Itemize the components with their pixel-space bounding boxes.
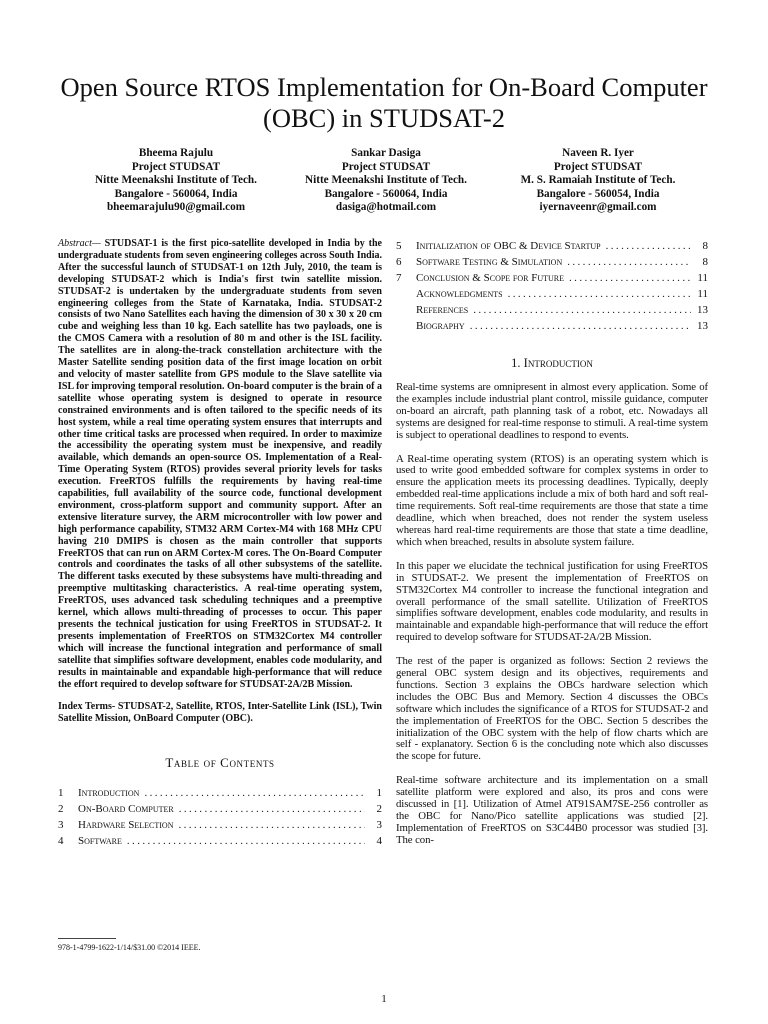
- toc-number: 2: [58, 803, 64, 816]
- index-terms: Index Terms- STUDSAT-2, Satellite, RTOS, Inter-Satellite Link (ISL), Twin Satellite Mission, OnBoard Computer (OBC).: [58, 701, 382, 725]
- toc-title: Software Testing & Simulation: [416, 256, 563, 268]
- toc-leader-dots: [470, 318, 691, 334]
- toc-number: 6: [396, 256, 402, 268]
- body-paragraph: In this paper we elucidate the technical justification for using FreeRTOS in STUDSAT-2. We present the implementation of FreeRTOS on STM32Cortex M4 controller to increase the functional integration and overall performance of the small satellite. Utilization of FreeRTOS simplifies software development, enables code modularity, and results in maintainable and expandable high-performance that will reduce the effort required to develop software for STUDSAT-2A/2B Mission.: [396, 559, 708, 644]
- toc-entry[interactable]: [396, 238, 708, 254]
- author-project: Project STUDSAT: [341, 160, 431, 173]
- toc-list-left: [58, 785, 382, 849]
- body-paragraph: The rest of the paper is organized as follows: Section 2 reviews the general OBC system design and its objectives, requirements and functions. Section 3 explains the OBCs hardware selection which includes the OBC Bus and Memory. Section 4 discusses the OBCs software which includes the significance of a RTOS for STUDSAT-2 and the implementation of FreeRTOS for the OBC. Section 5 describes the initialization of the OBC system with the help of flow charts which are self - explanatory. Section 6 is the concluding note which also discusses the scope for future.: [396, 655, 708, 763]
- toc-title: Initialization of OBC & Device Startup: [416, 240, 601, 252]
- toc-number: 7: [396, 272, 402, 284]
- toc-entry[interactable]: [396, 286, 708, 302]
- toc-title: On-Board Computer: [78, 803, 174, 816]
- toc-title: Introduction: [78, 787, 140, 800]
- author-3: [500, 147, 696, 215]
- paper-title: Open Source RTOS Implementation for On-Board Computer (OBC) in STUDSAT-2: [60, 72, 708, 133]
- author-institute: Nitte Meenakshi Institute of Tech.: [305, 174, 467, 186]
- toc-leader-dots: [144, 785, 365, 801]
- toc-leader-dots: [567, 254, 691, 270]
- toc-number: 5: [396, 240, 402, 252]
- author-1: [78, 147, 274, 215]
- author-name: Sankar Dasiga: [351, 147, 421, 159]
- section-heading-introduction: 1. Introduction: [511, 356, 593, 370]
- toc-entry[interactable]: [58, 817, 382, 833]
- author-project: Project STUDSAT: [553, 160, 643, 173]
- author-name: Naveen R. Iyer: [562, 147, 634, 159]
- abstract: [58, 238, 382, 690]
- toc-title: Acknowledgments: [416, 288, 503, 300]
- author-address: Bangalore - 560064, India: [324, 187, 448, 200]
- body-paragraph: A Real-time operating system (RTOS) is an operating system which is used to write good embedded software for complex systems in order to ensure the application meets its processing deadlines. Typically, deeply embedded real-time applications include a mix of both hard and soft real-time requirements. Soft real-time requirements are those that state a time deadline, which when breached, does not render the system useless whereas hard real-time requirements are those that state a time deadline, which when breached, results in absolute system failure.: [396, 452, 708, 548]
- toc-page: 11: [697, 288, 708, 300]
- right-column: [396, 238, 708, 859]
- toc-number: 3: [58, 819, 64, 832]
- toc-leader-dots: [179, 801, 365, 817]
- toc-page: 8: [702, 256, 708, 268]
- toc-leader-dots: [606, 238, 691, 254]
- toc-title: References: [416, 304, 469, 316]
- toc-entry[interactable]: [396, 302, 708, 318]
- toc-leader-dots: [473, 302, 691, 318]
- author-project: Project STUDSAT: [131, 160, 221, 173]
- toc-heading: Table of Contents: [165, 755, 275, 771]
- abstract-text: STUDSAT-1 is the first pico-satellite developed in India by the undergraduate students from seven engineering colleges across South India. After the successful launch of STUDSAT-1 on 12th July, 2010, the team is developing STUDSAT-2 which is India's first twin satellite mission. STUDSAT-2 is undertaken by the undergraduate students from seven engineering colleges from the State of Karnataka, India. STUDSAT-2 consists of two Nano Satellites each having the dimension of 30 x 30 x 20 cm cube and weighing less than 10 kg. Each satellite has two payloads, one is the CMOS Camera with a resolution of 80 m and other is the ISL facility. The satellites are in along-the-track constellation architecture with the Master Satellite sending position data of the first image location on orbit and velocity of master satellite from GPS module to the Slave satellite via ISL for improving temporal resolution. On-board computer is the brain of a satellite whose operating system is designed to operate in resource constrained environments and is often tailored to the specific needs of its host system, while a real time operating system ensures that interrupts and other time critical tasks are processed when required. In order to maximize the accessibility the operating system must be inexpensive, and readily available, which demands an open-source OS. Implementation of a Real-Time Operating System (RTOS) provides several priority levels for tasks execution. FreeRTOS fulfills the requirements by having real-time capabilities, full availability of the source code, functional development environment, cross-platform support and community support. After an extensive literature survey, the ARM microcontroller with low power and high performance capability, STM32 ARM Cortex-M4 with 168 MHz CPU having 210 DMIPS is chosen as the main controller that supports FreeRTOS that can run on ARM Cortex-M cores. The On-Board Computer controls and coordinates the tasks of all other subsystems of the satellite. The different tasks executed by these subsystems have multi-threading and preemptive multitasking characteristics. A real-time operating system, FreeRTOS, uses advanced task scheduling techniques and a preemptive kernel, which allows multi-threading of processes to occur. This paper presents the technical justication for using FreeRTOS in STUDSAT-2. It presents implementation of FreeRTOS on STM32Cortex M4 controller which will increase the functional integration and performance of small satellite that simplifies software development, enables code modularity, and results in maintainable and expandable high-performance that will reduce the effort required to develop software for STUDSAT-2A/2B Mission.: [58, 238, 382, 690]
- footnote-rule: [58, 938, 116, 939]
- toc-title: Conclusion & Scope for Future: [416, 272, 565, 284]
- toc-leader-dots: [178, 817, 365, 833]
- toc-number: 4: [58, 835, 64, 848]
- body-paragraph: Real-time software architecture and its implementation on a small satellite platform were explored and also, its pros and cons were discussed in [1]. Utilization of Atmel AT91SAM7SE-256 controller as the OBC for Nano/Pico satellite applications was studied [2]. Implementation of FreeRTOS on S3C44B0 processor was studied [3]. The con-: [396, 774, 708, 846]
- toc-page: 8: [702, 240, 708, 252]
- author-address: Bangalore - 560054, India: [536, 187, 660, 200]
- toc-page: 13: [697, 304, 708, 316]
- author-institute: M. S. Ramaiah Institute of Tech.: [520, 174, 676, 186]
- page-number: 1: [381, 993, 387, 1005]
- author-email: dasiga@hotmail.com: [335, 201, 437, 213]
- toc-entry[interactable]: [58, 801, 382, 817]
- toc-leader-dots: [569, 270, 691, 286]
- toc-entry[interactable]: [396, 270, 708, 286]
- author-address: Bangalore - 560064, India: [114, 187, 238, 200]
- toc-leader-dots: [508, 286, 691, 302]
- toc-title: Biography: [416, 320, 465, 332]
- author-email: bheemarajulu90@gmail.com: [106, 201, 246, 213]
- abstract-label: Abstract—: [58, 238, 101, 249]
- toc-page: 3: [376, 819, 382, 832]
- author-email: iyernaveenr@gmail.com: [539, 201, 657, 213]
- toc-page: 1: [376, 787, 382, 800]
- toc-page: 11: [697, 272, 708, 284]
- author-2: [288, 147, 484, 215]
- toc-page: 4: [376, 835, 382, 848]
- author-name: Bheema Rajulu: [138, 147, 214, 159]
- toc-entry[interactable]: [396, 318, 708, 334]
- author-institute: Nitte Meenakshi Institute of Tech.: [95, 174, 257, 186]
- left-column: [58, 238, 382, 849]
- copyright-footnote: 978-1-4799-1622-1/14/$31.00 ©2014 IEEE.: [58, 943, 201, 952]
- body-paragraph: Real-time systems are omnipresent in almost every application. Some of the examples include industrial plant control, missile guidance, computer on-board an aircraft, path planning task of a robot, etc. Nowadays all systems are designed for real-time response to stimuli. A real-time system is subject to operational deadlines to respond to events.: [396, 381, 708, 441]
- toc-title: Software: [78, 835, 122, 848]
- toc-page: 13: [697, 320, 708, 332]
- toc-entry[interactable]: [396, 254, 708, 270]
- toc-number: 1: [58, 787, 64, 800]
- toc-entry[interactable]: [58, 833, 382, 849]
- toc-entry[interactable]: [58, 785, 382, 801]
- toc-leader-dots: [127, 833, 365, 849]
- toc-list-right: [396, 238, 708, 334]
- toc-page: 2: [376, 803, 382, 816]
- toc-title: Hardware Selection: [78, 819, 174, 832]
